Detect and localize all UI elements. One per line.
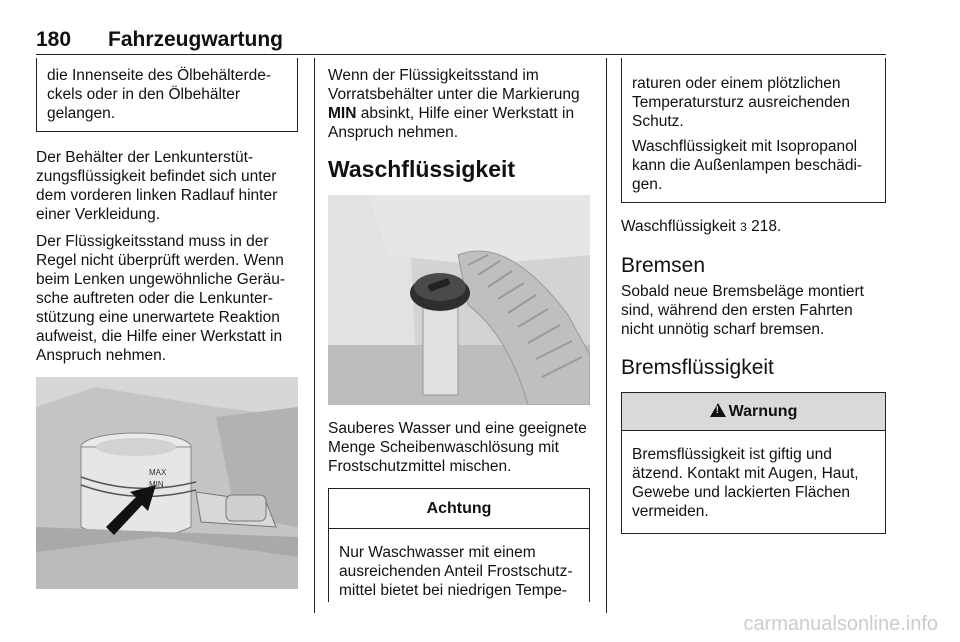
max-label: MAX bbox=[149, 468, 167, 477]
washer-reservoir-illustration bbox=[328, 195, 590, 405]
page-number: 180 bbox=[36, 28, 72, 51]
reference-arrow-icon: 3 bbox=[740, 220, 747, 234]
paragraph: Der Behälter der Lenkunterstüt-zungsflüssigkeit befindet sich unter dem vorderen linken Radlauf hinter einer Verkleidung. bbox=[36, 149, 278, 223]
page-header bbox=[36, 24, 886, 55]
washer-fluid-image bbox=[328, 195, 590, 405]
heading-washer-fluid: Waschflüssigkeit bbox=[328, 156, 516, 182]
caution-title: Achtung bbox=[329, 489, 589, 529]
chapter-title: Fahrzeugwartung bbox=[108, 28, 284, 51]
watermark: carmanualsonline.info bbox=[743, 613, 938, 635]
column-2 bbox=[328, 66, 590, 616]
caution-text-cont: Waschflüssigkeit mit Isopropanol kann die Außenlampen beschädi-gen. bbox=[632, 138, 863, 193]
caution-box bbox=[328, 488, 590, 602]
continued-note-box bbox=[36, 58, 298, 132]
min-label: MIN bbox=[149, 480, 164, 489]
min-marker: MIN bbox=[328, 105, 357, 122]
steering-fluid-reservoir-image bbox=[36, 377, 298, 589]
paragraph: Sauberes Wasser und eine geeignete Menge Scheibenwaschlösung mit Frostschutzmittel mischen. bbox=[328, 420, 587, 475]
continued-caution-box bbox=[621, 58, 886, 203]
reservoir-illustration bbox=[36, 377, 298, 589]
note-text: die Innenseite des Ölbehälterde-ckels oder in den Ölbehälter gelangen. bbox=[47, 67, 272, 122]
column-1 bbox=[36, 58, 298, 589]
paragraph: Sobald neue Bremsbeläge montiert sind, während den ersten Fahrten nicht unnötig scharf bremsen. bbox=[621, 283, 864, 338]
warning-box bbox=[621, 392, 886, 534]
column-divider bbox=[606, 58, 607, 613]
cross-reference: Waschflüssigkeit 3 218. bbox=[621, 218, 782, 235]
column-divider bbox=[314, 58, 315, 613]
warning-triangle-icon: ! bbox=[710, 403, 726, 417]
caution-text: Nur Waschwasser mit einem ausreichenden Anteil Frostschutz-mittel bietet bei niedrigen Tempe- bbox=[339, 544, 573, 599]
paragraph: Der Flüssigkeitsstand muss in der Regel nicht überprüft werden. Wenn beim Lenken ungewöhnliche Geräu-sche auftreten oder die Lenkunter-stützung eine unerwartete Reaktion aufweist, die Hilfe einer Werkstatt in Anspruch nehmen. bbox=[36, 233, 286, 364]
warning-title: Warnung bbox=[728, 403, 798, 420]
warning-text: Bremsflüssigkeit ist giftig und ätzend. Kontakt mit Augen, Haut, Gewebe und lackierten Flächen vermeiden. bbox=[632, 446, 859, 520]
column-3 bbox=[621, 58, 886, 548]
warning-header bbox=[622, 393, 885, 431]
heading-brake-fluid: Bremsflüssigkeit bbox=[621, 356, 774, 379]
heading-brakes: Bremsen bbox=[621, 254, 706, 277]
caution-text-cont: raturen oder einem plötzlichen Temperatursturz ausreichenden Schutz. bbox=[632, 75, 850, 130]
paragraph: Wenn der Flüssigkeitsstand im Vorratsbehälter unter die Markierung MIN absinkt, Hilfe einer Werkstatt in Anspruch nehmen. bbox=[328, 67, 580, 141]
